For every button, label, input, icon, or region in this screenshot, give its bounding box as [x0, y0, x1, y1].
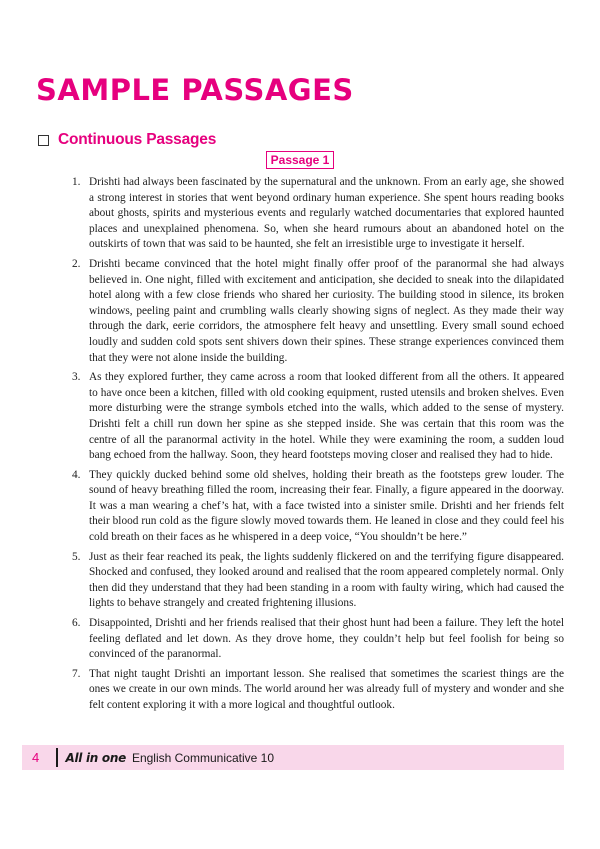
passage-label-container — [0, 151, 600, 169]
paragraph-number: 1. — [72, 176, 81, 188]
paragraph-text: They quickly ducked behind some old shelves, holding their breath as the footsteps grew louder. The sound of heavy breathing filled the room, increasing their fear. Finally, a figure appeared in the doorway. It was a man wearing a chef’s hat, with a face twisted into a sinister smile. Drishti and her friends felt their blood run cold as the figure slowly moved towards them. He leaned in close and they could feel his cold breath on their faces as he whispered in a deep voice, “You shouldn’t be here.” — [89, 468, 564, 544]
checkbox-icon — [38, 135, 49, 146]
page-footer — [22, 745, 564, 770]
paragraph-number: 5. — [72, 550, 81, 563]
paragraph-text: As they explored further, they came across a room that looked different from all the others. It appeared to have once been a kitchen, filled with old cooking equipment, rusted utensils and broken shelves. Even more disturbing were the strange symbols etched into the walls, which added to the sense of mystery. Drishti felt a chill run down her spine as she stepped inside. She was certain that this room was the centre of all the paranormal activity in the hotel. While they were examining the room, a sudden loud bang echoed from the hallway. Soon, they heard footsteps moving closer and realised they had to hide. — [89, 371, 564, 462]
brand-logo: All in one — [65, 750, 126, 765]
paragraph-number: 4. — [72, 468, 81, 481]
footer-divider — [56, 748, 58, 767]
page-number: 4 — [32, 750, 40, 765]
passage-paragraph — [72, 257, 564, 366]
section-title: Continuous Passages — [58, 131, 217, 148]
book-title: English Communicative 10 — [131, 750, 275, 765]
paragraph-text: Just as their fear reached its peak, the lights suddenly flickered on and the terrifying figure disappeared. Shocked and confused, they looked around and realised that the room appeared completely normal. Only then did they understand that they had been standing in a room with faulty wiring, which had caused the lights to behave strangely and created frightening illusions. — [89, 550, 564, 610]
paragraph-number: 6. — [72, 617, 81, 630]
paragraph-number: 2. — [72, 257, 81, 270]
section-heading — [38, 131, 216, 149]
paragraph-text: Drishti had always been fascinated by the supernatural and the unknown. From an early age, she showed a strong interest in stories that went beyond ordinary human experience. She spent hours reading books about ghosts, spirits and mysterious events and regularly watched documentaries that explored haunted places and unexplained phenomena. So, when she heard rumours about an abandoned hotel on the outskirts of town that was said to be haunted, she felt an irresistible urge to investigate it herself. — [89, 176, 564, 251]
paragraph-text: Disappointed, Drishti and her friends realised that their ghost hunt had been a failure. They left the hotel feeling deflated and let down. As they drove home, they couldn’t help but feel foolish for being so convinced of the paranormal. — [89, 617, 564, 661]
passage-paragraph — [72, 550, 564, 612]
passage-paragraph — [72, 175, 564, 253]
passage-paragraph — [72, 370, 564, 464]
passage-paragraph — [72, 468, 564, 546]
paragraph-number: 3. — [72, 371, 81, 384]
passage-paragraph — [72, 667, 564, 714]
passage-label: Passage 1 — [266, 151, 335, 169]
paragraph-text: Drishti became convinced that the hotel might finally offer proof of the paranormal she had always believed in. One night, filled with excitement and anticipation, she decided to sneak into the dilapidated hotel along with a few close friends who shared her curiosity. The building stood in silence, its broken windows, peeling paint and crumbling walls clearly showing signs of neglect. As they made their way through the dark, eerie corridors, the atmosphere felt heavy and unsettling. Every small sound echoed loudly and sudden cold spots sent shivers down their spines. These strange experiences convinced them that they were not alone inside the building. — [89, 257, 564, 364]
passage-paragraph-list — [72, 175, 564, 718]
passage-paragraph — [72, 616, 564, 663]
paragraph-number: 7. — [72, 667, 81, 680]
page-title: SAMPLE PASSAGES — [36, 73, 354, 107]
paragraph-text: That night taught Drishti an important lesson. She realised that sometimes the scariest things are the ones we create in our own minds. The world around her was already full of mystery and wonder and she felt content exploring it with a more logical and thoughtful outlook. — [89, 667, 564, 711]
